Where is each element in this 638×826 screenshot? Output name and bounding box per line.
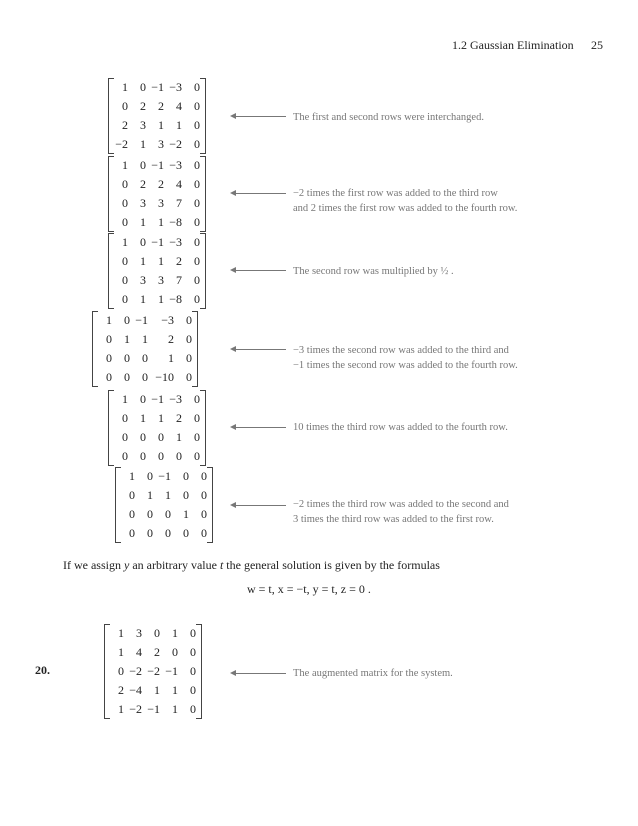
annotation-line: The augmented matrix for the system.: [293, 668, 453, 679]
page-number: 25: [591, 38, 603, 52]
matrix-entry: 1: [158, 292, 164, 306]
variable-y: y: [123, 558, 130, 572]
matrix-entry: 0: [194, 411, 200, 425]
matrix-entry: 1: [172, 702, 178, 716]
matrix-entry: 3: [140, 118, 146, 132]
step-annotation: [293, 343, 518, 373]
matrix-entry: −1: [151, 392, 164, 406]
right-bracket: [192, 311, 198, 387]
matrix-entry: 3: [158, 137, 164, 151]
matrix-entry: 0: [158, 430, 164, 444]
matrix-entry: 1: [124, 332, 130, 346]
matrix-entry: 0: [183, 526, 189, 540]
matrix-entry: 2: [176, 411, 182, 425]
matrix-row: [121, 467, 207, 486]
left-arrow-icon: [236, 116, 286, 117]
matrix-entry: 0: [122, 99, 128, 113]
matrix-row: [114, 233, 200, 252]
step-annotation: [293, 666, 453, 681]
step-annotation: [293, 497, 509, 527]
annotation-line: 10 times the third row was added to the fourth row.: [293, 422, 508, 433]
matrix-entry: 1: [158, 411, 164, 425]
matrix-entry: 0: [194, 449, 200, 463]
annotation-line: The second row was multiplied by ½ .: [293, 266, 454, 277]
matrix-entry: 0: [194, 392, 200, 406]
left-arrow-icon: [236, 427, 286, 428]
matrix-entry: 2: [158, 177, 164, 191]
matrix-entry: 2: [158, 99, 164, 113]
step-annotation: [293, 264, 454, 279]
left-arrow-icon: [236, 505, 286, 506]
matrix-entry: 1: [118, 702, 124, 716]
matrix-entry: 0: [122, 196, 128, 210]
matrix-entry: 0: [142, 351, 148, 365]
matrix-entry: 0: [124, 370, 130, 384]
matrix-entry: 4: [176, 177, 182, 191]
matrix-row: [98, 330, 192, 349]
matrix-entry: 4: [136, 645, 142, 659]
matrix-entry: 1: [140, 254, 146, 268]
matrix-entry: 1: [122, 392, 128, 406]
matrix-entry: 1: [140, 215, 146, 229]
matrix-entry: 2: [176, 254, 182, 268]
matrix-row: [114, 97, 200, 116]
matrix-entry: 1: [122, 235, 128, 249]
right-bracket: [207, 467, 213, 543]
matrix-entry: 0: [186, 313, 192, 327]
matrix-row: [114, 78, 200, 97]
matrix-entry: −2: [147, 664, 160, 678]
matrix-row: [114, 447, 200, 466]
matrix-row: [114, 409, 200, 428]
matrix-row: [110, 700, 196, 719]
matrix-row: [121, 505, 207, 524]
matrix-entry: 1: [158, 118, 164, 132]
annotation-line: and 2 times the first row was added to the fourth row.: [293, 203, 518, 214]
matrix-row: [114, 290, 200, 309]
matrix-row: [114, 390, 200, 409]
right-bracket: [200, 78, 206, 154]
matrix-row: [110, 624, 196, 643]
matrix-entry: 1: [140, 292, 146, 306]
matrix-entry: 0: [140, 235, 146, 249]
matrix-row: [98, 349, 192, 368]
matrix-entry: 0: [194, 177, 200, 191]
matrix-entry: 3: [158, 196, 164, 210]
matrix-entries: [114, 233, 200, 309]
matrix-entry: 1: [168, 351, 174, 365]
step-annotation: [293, 186, 517, 216]
matrix-row: [110, 662, 196, 681]
matrix-entry: −1: [151, 158, 164, 172]
matrix-entry: 0: [154, 626, 160, 640]
matrix-entry: 0: [122, 215, 128, 229]
matrix-entry: 0: [190, 683, 196, 697]
right-bracket: [200, 390, 206, 466]
matrix-entry: −10: [155, 370, 174, 384]
matrix-entry: 0: [142, 370, 148, 384]
matrix-row: [114, 116, 200, 135]
annotation-line: −2 times the first row was added to the third row: [293, 188, 498, 199]
matrix-entry: 3: [158, 273, 164, 287]
matrix-entry: 0: [201, 526, 207, 540]
matrix-entry: 0: [129, 488, 135, 502]
annotation-line: −3 times the second row was added to the third and: [293, 345, 509, 356]
matrix-entry: 3: [140, 273, 146, 287]
matrix-entry: −1: [165, 664, 178, 678]
matrix-entry: 0: [190, 664, 196, 678]
right-bracket: [200, 233, 206, 309]
matrix-entry: −1: [158, 469, 171, 483]
matrix-entry: 1: [172, 683, 178, 697]
matrix-entry: 0: [140, 80, 146, 94]
matrix-entry: 1: [147, 488, 153, 502]
section-title: 1.2 Gaussian Elimination: [452, 38, 574, 52]
matrix-entry: −3: [169, 235, 182, 249]
matrix-entry: −1: [151, 235, 164, 249]
matrix-entry: 0: [140, 392, 146, 406]
augmented-matrix: [104, 624, 202, 719]
matrix-entry: −3: [161, 313, 174, 327]
augmented-matrix: [108, 78, 206, 154]
left-arrow-icon: [236, 349, 286, 350]
matrix-entry: 0: [147, 526, 153, 540]
matrix-entry: 3: [140, 196, 146, 210]
left-arrow-icon: [236, 270, 286, 271]
matrix-entries: [114, 390, 200, 466]
matrix-entry: −8: [169, 292, 182, 306]
matrix-entry: 0: [194, 235, 200, 249]
matrix-entry: 0: [122, 273, 128, 287]
matrix-entry: 1: [176, 118, 182, 132]
matrix-entry: −2: [129, 664, 142, 678]
parameter-t: t: [219, 558, 224, 572]
matrix-entry: 0: [122, 430, 128, 444]
matrix-entry: −1: [147, 702, 160, 716]
right-bracket: [200, 156, 206, 232]
matrix-entries: [110, 624, 196, 719]
matrix-entry: 0: [122, 449, 128, 463]
matrix-entry: 1: [106, 313, 112, 327]
matrix-entry: 0: [122, 411, 128, 425]
matrix-entry: 0: [194, 254, 200, 268]
matrix-entry: 0: [122, 254, 128, 268]
matrix-entry: 2: [122, 118, 128, 132]
matrix-entry: 0: [147, 469, 153, 483]
matrix-entry: 0: [129, 526, 135, 540]
left-arrow-icon: [236, 193, 286, 194]
matrix-entry: 0: [194, 215, 200, 229]
matrix-row: [98, 368, 192, 387]
matrix-entry: 2: [118, 683, 124, 697]
step-annotation: [293, 110, 484, 125]
matrix-entry: 1: [172, 626, 178, 640]
matrix-entry: 2: [154, 645, 160, 659]
matrix-entry: 0: [190, 645, 196, 659]
matrix-row: [114, 156, 200, 175]
matrix-entry: 0: [140, 158, 146, 172]
matrix-entry: 0: [190, 702, 196, 716]
matrix-row: [110, 681, 196, 700]
matrix-row: [114, 213, 200, 232]
matrix-entry: 1: [183, 507, 189, 521]
matrix-entry: 0: [118, 664, 124, 678]
matrix-entry: 0: [176, 449, 182, 463]
augmented-matrix: [108, 233, 206, 309]
matrix-row: [98, 311, 192, 330]
matrix-entry: 0: [172, 645, 178, 659]
matrix-entry: 1: [118, 626, 124, 640]
augmented-matrix: [115, 467, 213, 543]
matrix-entry: 0: [194, 196, 200, 210]
annotation-line: The first and second rows were interchanged.: [293, 112, 484, 123]
matrix-entry: −8: [169, 215, 182, 229]
matrix-entry: 1: [158, 254, 164, 268]
matrix-entries: [114, 156, 200, 232]
annotation-line: 3 times the third row was added to the first row.: [293, 514, 494, 525]
matrix-entry: −3: [169, 392, 182, 406]
matrix-row: [110, 643, 196, 662]
matrix-entry: 0: [186, 332, 192, 346]
matrix-entry: 0: [201, 469, 207, 483]
matrix-entry: 0: [194, 118, 200, 132]
step-annotation: [293, 420, 508, 435]
matrix-row: [114, 175, 200, 194]
matrix-entry: 0: [124, 351, 130, 365]
matrix-entry: −1: [135, 313, 148, 327]
matrix-row: [114, 194, 200, 213]
matrix-entry: 0: [140, 430, 146, 444]
matrix-entry: −2: [115, 137, 128, 151]
matrix-entry: 0: [194, 99, 200, 113]
matrix-entry: 0: [194, 292, 200, 306]
matrix-entry: 0: [165, 507, 171, 521]
augmented-matrix: [108, 390, 206, 466]
matrix-entry: 1: [154, 683, 160, 697]
matrix-entry: 1: [158, 215, 164, 229]
matrix-entry: 0: [106, 332, 112, 346]
matrix-entry: 0: [158, 449, 164, 463]
matrix-row: [114, 252, 200, 271]
matrix-entry: 1: [176, 430, 182, 444]
augmented-matrix: [92, 311, 198, 387]
matrix-entry: 7: [176, 196, 182, 210]
matrix-entry: 0: [122, 292, 128, 306]
matrix-row: [114, 135, 200, 154]
matrix-row: [121, 486, 207, 505]
matrix-entry: 0: [140, 449, 146, 463]
matrix-entry: 1: [140, 411, 146, 425]
solution-formula: w = t, x = −t, y = t, z = 0 .: [247, 582, 371, 596]
general-solution-paragraph: If we assign y an arbitrary value t the general solution is given by the formulas: [63, 558, 440, 572]
matrix-entry: 0: [186, 351, 192, 365]
right-bracket: [196, 624, 202, 719]
left-arrow-icon: [236, 673, 286, 674]
matrix-entry: 0: [165, 526, 171, 540]
matrix-entries: [98, 311, 192, 387]
matrix-row: [114, 271, 200, 290]
matrix-entry: −2: [169, 137, 182, 151]
matrix-entry: 0: [194, 158, 200, 172]
annotation-line: −2 times the third row was added to the second and: [293, 499, 509, 510]
matrix-entry: 1: [140, 137, 146, 151]
matrix-entry: −3: [169, 80, 182, 94]
matrix-entry: 0: [190, 626, 196, 640]
matrix-entry: 2: [140, 177, 146, 191]
matrix-row: [121, 524, 207, 543]
matrix-entry: 1: [129, 469, 135, 483]
annotation-line: −1 times the second row was added to the fourth row.: [293, 360, 518, 371]
matrix-entries: [114, 78, 200, 154]
matrix-entry: 0: [106, 370, 112, 384]
matrix-entry: 0: [183, 469, 189, 483]
matrix-entry: 0: [124, 313, 130, 327]
matrix-entries: [121, 467, 207, 543]
matrix-entry: 0: [183, 488, 189, 502]
matrix-entry: 0: [194, 273, 200, 287]
matrix-entry: −1: [151, 80, 164, 94]
matrix-entry: 0: [194, 430, 200, 444]
matrix-entry: 0: [194, 137, 200, 151]
matrix-entry: 1: [165, 488, 171, 502]
matrix-entry: −2: [129, 702, 142, 716]
matrix-entry: 0: [201, 488, 207, 502]
matrix-entry: 1: [118, 645, 124, 659]
matrix-entry: 0: [201, 507, 207, 521]
matrix-entry: 0: [186, 370, 192, 384]
matrix-entry: 1: [142, 332, 148, 346]
matrix-entry: 3: [136, 626, 142, 640]
matrix-entry: −4: [129, 683, 142, 697]
matrix-entry: 0: [194, 80, 200, 94]
matrix-entry: 1: [122, 80, 128, 94]
matrix-entry: −3: [169, 158, 182, 172]
matrix-entry: 0: [106, 351, 112, 365]
augmented-matrix: [108, 156, 206, 232]
matrix-entry: 2: [168, 332, 174, 346]
matrix-row: [114, 428, 200, 447]
matrix-entry: 7: [176, 273, 182, 287]
matrix-entry: 0: [122, 177, 128, 191]
problem-number: 20.: [35, 663, 50, 677]
matrix-entry: 1: [122, 158, 128, 172]
matrix-entry: 0: [147, 507, 153, 521]
matrix-entry: 0: [129, 507, 135, 521]
matrix-entry: 2: [140, 99, 146, 113]
matrix-entry: 4: [176, 99, 182, 113]
